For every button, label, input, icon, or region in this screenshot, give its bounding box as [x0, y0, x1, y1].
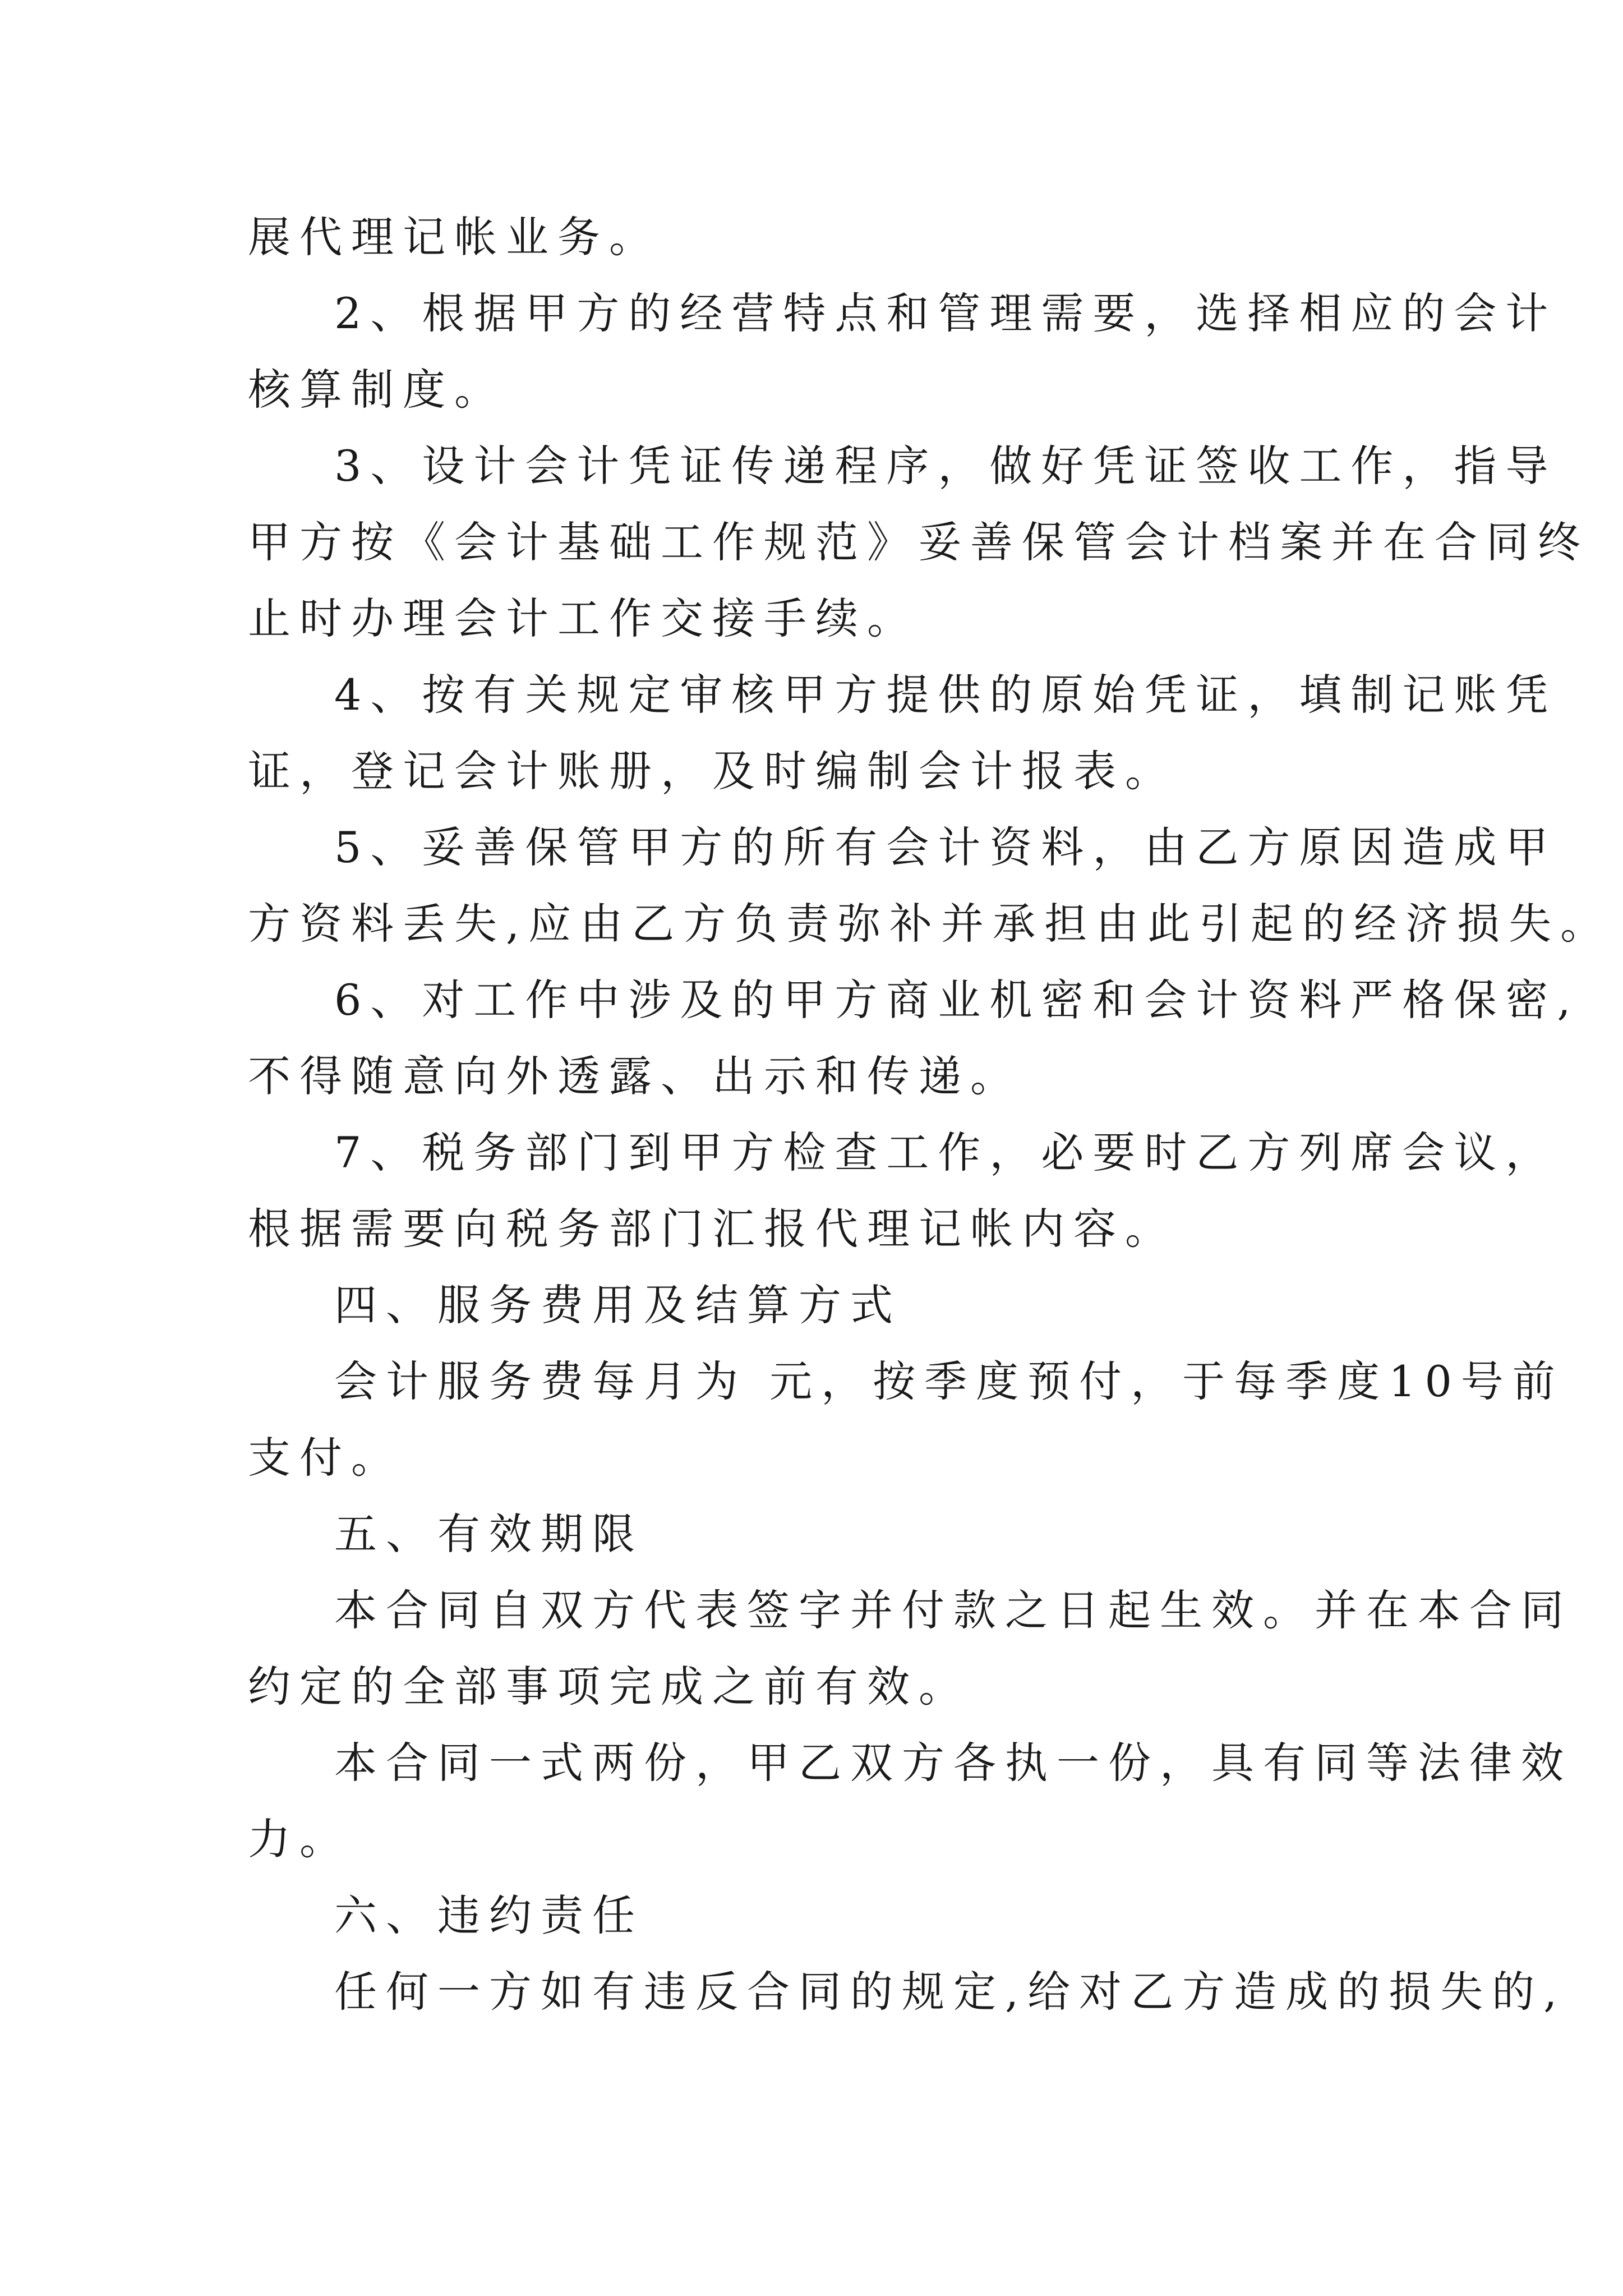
text-line: 任何一方如有违反合同的规定,给对乙方造成的损失的, [334, 1967, 1566, 2017]
text-line: 证，登记会计账册，及时编制会计报表。 [248, 746, 1177, 796]
text-line: 本合同一式两份，甲乙双方各执一份，具有同等法律效 [334, 1738, 1573, 1788]
text-line: 约定的全部事项完成之前有效。 [248, 1662, 970, 1711]
text-line: 2、根据甲方的经营特点和管理需要，选择相应的会计 [334, 288, 1557, 338]
text-line: 根据需要向税务部门汇报代理记帐内容。 [248, 1204, 1177, 1254]
text-line: 力。 [248, 1814, 351, 1864]
text-line: 4、按有关规定审核甲方提供的原始凭证，填制记账凭 [334, 670, 1557, 720]
section-heading: 五、有效期限 [334, 1509, 644, 1559]
text-line: 6、对工作中涉及的甲方商业机密和会计资料严格保密, [334, 975, 1580, 1025]
text-line: 7、税务部门到甲方检查工作，必要时乙方列席会议， [334, 1128, 1557, 1177]
text-line: 方资料丢失,应由乙方负责弥补并承担由此引起的经济损失。 [248, 899, 1612, 949]
text-line: 3、设计会计凭证传递程序，做好凭证签收工作，指导 [334, 441, 1557, 491]
section-heading: 四、服务费用及结算方式 [334, 1280, 902, 1330]
text-line: 本合同自双方代表签字并付款之日起生效。并在本合同 [334, 1585, 1573, 1635]
text-line: 展代理记帐业务。 [248, 212, 661, 262]
text-line: 不得随意向外透露、出示和传递。 [248, 1051, 1022, 1101]
text-line: 会计服务费每月为 元，按季度预付，于每季度10号前 [334, 1356, 1564, 1406]
text-line: 甲方按《会计基础工作规范》妥善保管会计档案并在合同终 [248, 517, 1589, 567]
text-line: 止时办理会计工作交接手续。 [248, 593, 919, 643]
text-line: 5、妥善保管甲方的所有会计资料，由乙方原因造成甲 [334, 822, 1557, 872]
section-heading: 六、违约责任 [334, 1890, 644, 1940]
text-line: 核算制度。 [248, 365, 506, 415]
contract-body [248, 199, 1612, 2030]
text-line: 支付。 [248, 1433, 403, 1483]
